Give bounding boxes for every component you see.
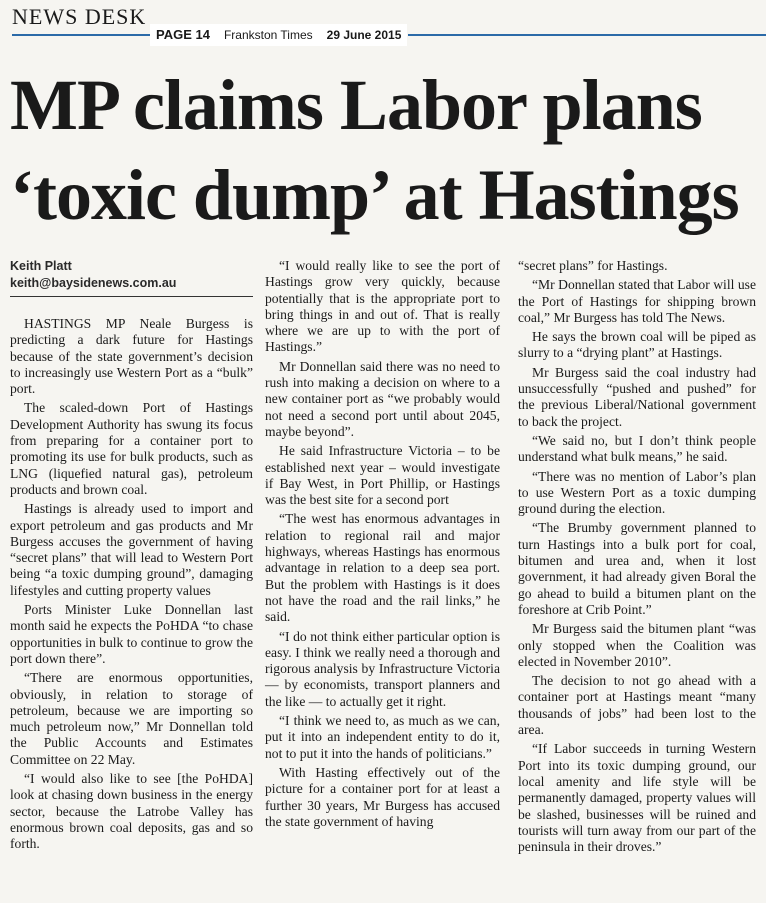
byline [10, 258, 252, 292]
paragraph: “I do not think either particular option is easy. I think we really need a thorough and rigorous analysis by Infrastructure Victoria — by economists, transport planners and the like — to actually get it right. [265, 628, 500, 709]
folio [150, 24, 407, 46]
paragraph: “secret plans” for Hastings. [518, 258, 668, 273]
paragraph: “We said no, but I don’t think people understand what bulk means,” he said. [518, 432, 756, 465]
paragraph: “If Labor succeeds in turning Western Port into its toxic dumping ground, our local amenity and life style will be permanently damaged, property values will be slashed, businesses will be ruined and tourists will turn away from our part of the peninsula in their droves.” [518, 741, 756, 855]
headline-line-1: MP claims Labor plans [10, 65, 702, 145]
paragraph: He said Infrastructure Victoria – to be established next year – would investigate if Bay West, in Port Phillip, or Hastings was the best site for a second port [265, 443, 500, 508]
masthead-rule-left [12, 34, 150, 36]
headline [10, 60, 760, 240]
paragraph: The decision to not go ahead with a container port at Hastings meant “many thousands of jobs” had been lost to the area. [518, 673, 756, 738]
article-column-2 [265, 258, 500, 833]
paragraph: With Hasting effectively out of the picture for a container port for at least a further 30 years, Mr Burgess has accused the state government of having [265, 764, 500, 829]
paragraph: The scaled-down Port of Hastings Development Authority has swung its focus from preparing for a container port to promoting its use for bulk products, such as LNG (liquefied natural gas), petroleum products and brown coal. [10, 400, 253, 497]
paragraph: “The Brumby government planned to turn Hastings into a bulk port for coal, bitumen and urea and, when it lost government, it had already given Boral the go ahead to build a bitumen plant on the foreshore at Crib Point.” [518, 520, 756, 617]
article-column-3 [518, 258, 756, 858]
masthead-rule-right [408, 34, 766, 36]
author-name: Keith Platt [10, 259, 72, 273]
paragraph: “There was no mention of Labor’s plan to use Western Port as a toxic dumping ground during the election. [518, 468, 756, 517]
section-label: NEWS DESK [12, 4, 147, 29]
paragraph: Hastings is already used to import and export petroleum and gas products and Mr Burgess accuses the government of having “secret plans” that will lead to Western Port being “a toxic dumping ground”, damaging lifestyles and cutting property values [10, 501, 253, 598]
masthead [0, 0, 766, 44]
byline-divider [10, 296, 253, 297]
issue-date: 29 June 2015 [326, 28, 402, 42]
paragraph: “Mr Donnellan stated that Labor will use the Port of Hastings for shipping brown coal,” Mr Burgess has told The News. [518, 277, 756, 325]
headline-line-2: ‘toxic dump’ at Hastings [10, 155, 739, 235]
paragraph: “The west has enormous advantages in relation to regional rail and major highways, whereas Hastings has enormous advantage in relation to a deep sea port. But the problem with Hastings is it does not have the road and the rail links,” he said. [265, 511, 500, 625]
page-number: PAGE 14 [156, 27, 210, 42]
paragraph: He says the brown coal will be piped as slurry to a “drying plant” at Hastings. [518, 329, 756, 361]
paragraph: Mr Burgess said the bitumen plant “was only stopped when the Coalition was elected in November 2010”. [518, 621, 756, 669]
paragraph: “There are enormous opportunities, obviously, in relation to storage of petroleum, because we are importing so much petroleum now,” Mr Donnellan told the Public Accounts and Estimates Committee on 22 May. [10, 670, 253, 767]
author-email[interactable]: keith@baysidenews.com.au [10, 276, 177, 290]
paragraph: Mr Burgess said the coal industry had unsuccessfully “pushed and pushed” for the previous Liberal/National government to back the project. [518, 364, 756, 429]
paragraph: “I think we need to, as much as we can, put it into an independent entity to do it, not to put it into the hands of politicians.” [265, 713, 500, 761]
paragraph: HASTINGS MP Neale Burgess is predicting a dark future for Hastings because of the state government’s decision to increasingly use Western Port as a “bulk” port. [10, 316, 253, 397]
paragraph: “I would also like to see [the PoHDA] look at chasing down business in the energy sector, because the Latrobe Valley has enormous brown coal deposits, gas and so forth. [10, 771, 253, 852]
paragraph: “I would really like to see the port of Hastings grow very quickly, because potentially that is the appropriate port to bring things in and out of. That is really where we are up to with the port of Hastings.” [265, 258, 500, 355]
paragraph: Ports Minister Luke Donnellan last month said he expects the PoHDA “to chase opportunities in bulk to continue to grow the port down there”. [10, 602, 253, 666]
paper-name: Frankston Times [223, 28, 313, 42]
paragraph: Mr Donnellan said there was no need to rush into making a decision on where to a new container port as “we probably would not need a second port until about 2045, maybe beyond”. [265, 358, 500, 439]
article-column-1 [10, 316, 253, 856]
